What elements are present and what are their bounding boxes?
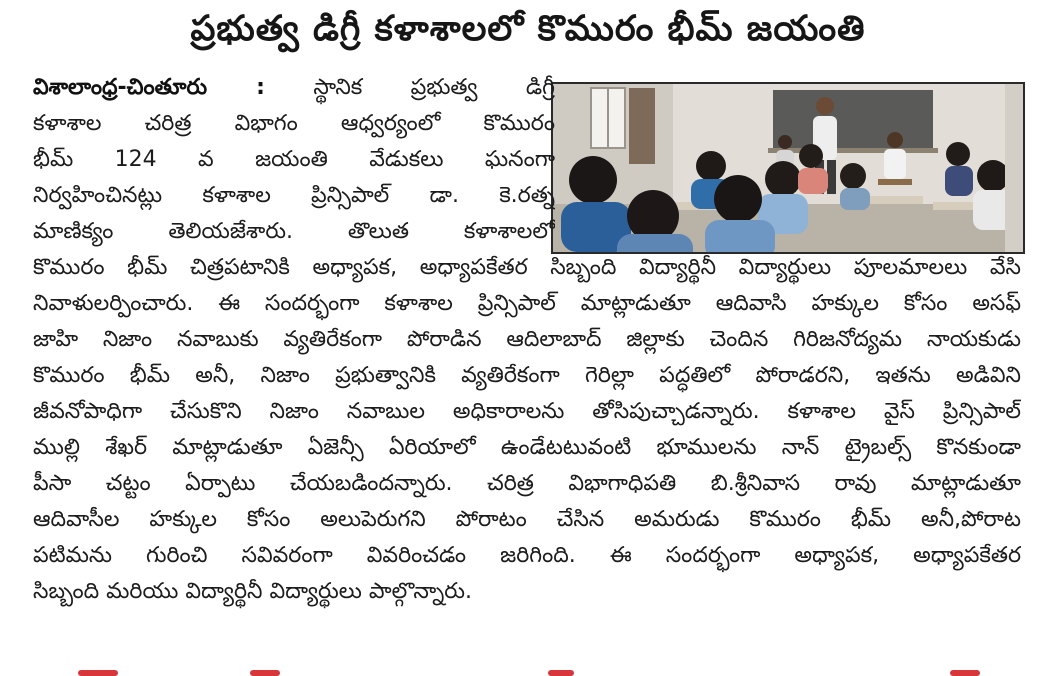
article-line-12: పీసా చట్టం ఏర్పాటు చేయబడిందన్నారు. చరిత్ర విభాగాధిపతి బి.శ్రీనివాస రావు మాట్లాడుతూ (33, 471, 1021, 496)
headline: ప్రభుత్వ డిగ్రీ కళాశాలలో కొమురం భీమ్ జయంతి (190, 9, 866, 49)
article-line-11: ముల్లి శేఖర్ మాట్లాడుతూ ఏజెన్సీ ఏరియాలో ఉండేటటువంటి భూములను నాన్ ట్రైబల్స్ కొనకుండా (33, 435, 1021, 460)
article-line-5: మాణిక్యం తెలియజేశారు. తొలుత కళాశాలలో (33, 219, 555, 244)
article-line-1 (33, 70, 555, 106)
article-line-6: కొమురం భీమ్ చిత్రపటానికి అధ్యాపక, అధ్యాపకేతర సిబ్బంది విద్యార్థినీ విద్యార్థులు పూలమాలలు వేసి (33, 255, 1021, 280)
article-line-4: నిర్వహించినట్లు కళాశాల ప్రిన్సిపాల్ డా. కె.రత్న (33, 183, 555, 208)
event-photo (551, 82, 1025, 254)
article-line-9: కొమురం భీమ్ అనీ, నిజాం ప్రభుత్వానికి వ్యతిరేకంగా గెరిల్లా పద్ధతిలో పోరాడరని, ఇతను అడివిని (33, 363, 1021, 388)
dateline: విశాలాంధ్ర-చింతూరు : (33, 75, 265, 100)
classroom-photo (553, 84, 1023, 252)
article-line-14: పటిమను గురించి సవివరంగా వివరించడం జరిగింది. ఈ సందర్భంగా అధ్యాపక, అధ్యాపకేతర (33, 543, 1021, 568)
article-line-7: నివాళులర్పించారు. ఈ సందర్భంగా కళాశాల ప్రిన్సిపాల్ మాట్లాడుతూ ఆదివాసి హక్కుల కోసం అసఫ్ (33, 291, 1021, 316)
article-body (33, 70, 1025, 650)
article-line-3: భీమ్ 124 వ జయంతి వేడుకలు ఘనంగా (33, 147, 555, 172)
article-line-13: ఆదివాసీల హక్కుల కోసం అలుపెరుగని పోరాటం చేసిన అమరుడు కొమురం భీమ్ అనీ,పోరాట (33, 507, 1021, 532)
article-line-10: జీవనోపాధిగా చేసుకొని నిజాం నవాబుల అధికారాలను తోసిపుచ్చాడన్నారు. కళాశాల వైస్ ప్రిన్సిపాల్ (33, 399, 1021, 424)
article-line-2: కళాశాల చరిత్ర విభాగం ఆధ్వర్యంలో కొమురం (33, 111, 555, 136)
article-line-8: జాహి నిజాం నవాబుకు వ్యతిరేకంగా పోరాడిన ఆదిలాబాద్ జిల్లాకు చెందిన గిరిజనోద్యమ నాయకుడు (33, 327, 1021, 352)
article-line-1-text: స్థానిక ప్రభుత్వ డిగ్రీ (264, 75, 555, 100)
next-article-cutoff (0, 664, 1056, 675)
article-line-15: సిబ్బంది మరియు విద్యార్థినీ విద్యార్థులు పాల్గొన్నారు. (33, 579, 472, 604)
